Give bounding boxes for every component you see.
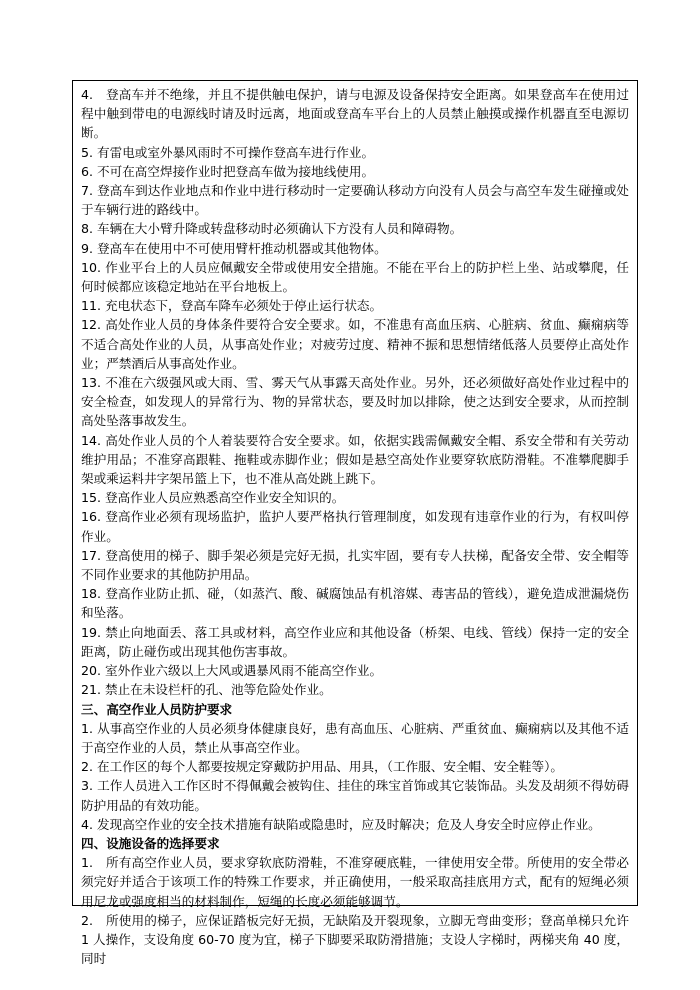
- list-item: 18. 登高作业防止抓、碰，（如蒸汽、酸、碱腐蚀品有机溶媒、毒害品的管线），避免造成泄漏烧伤和坠落。: [81, 586, 629, 621]
- list-item: 8. 车辆在大小臂升降或转盘移动时必须确认下方没有人员和障碍物。: [81, 221, 463, 237]
- document-content: [73, 81, 637, 968]
- list-item: 2. 在工作区的每个人都要按规定穿戴防护用品、用具，（工作服、安全帽、安全鞋等）。: [81, 759, 563, 775]
- list-item: 17. 登高使用的梯子、脚手架必须是完好无损，扎实牢固，要有专人扶梯，配备安全带、安全帽等不同作业要求的其他防护用品。: [81, 547, 629, 583]
- section-heading: 三、高空作业人员防护要求: [81, 701, 233, 717]
- document-frame: [72, 80, 638, 967]
- list-item: 6. 不可在高空焊接作业时把登高车做为接地线使用。: [81, 163, 375, 179]
- list-item: 2. 所使用的梯子，应保证踏板完好无损，无缺陷及开裂现象，立脚无弯曲变形；登高单梯只允许 1 人操作，支设角度 60-70 度为宜，梯子下脚要采取防滑措施；支设人字梯时，两梯夹角 40 度，同时: [81, 912, 629, 967]
- list-item: 15. 登高作业人员应熟悉高空作业安全知识的。: [81, 490, 345, 506]
- list-item: 11. 充电状态下，登高车降车必须处于停止运行状态。: [81, 298, 383, 314]
- list-item: 4. 登高车并不绝缘，并且不提供触电保护，请与电源及设备保持安全距离。如果登高车在使用过程中触到带电的电源线时请及时远离，地面或登高车平台上的人员禁止触摸或操作机器直至电源切断。: [81, 87, 629, 141]
- list-item: 1. 所有高空作业人员，要求穿软底防滑鞋，不准穿硬底鞋，一律使用安全带。所使用的安全带必须完好并适合于该项工作的特殊工作要求，并正确使用，一般采取高挂底用方式，配有的短绳必须用尼龙或强度相当的材料制作，短绳的长度必须能够调节。: [81, 855, 629, 909]
- list-item: 20. 室外作业六级以上大风或遇暴风雨不能高空作业。: [81, 663, 383, 679]
- list-item: 13. 不准在六级强风或大雨、雪、雾天气从事露天高处作业。另外，还必须做好高处作业过程中的安全检查，如发现人的异常行为、物的异常状态，要及时加以排除，使之达到安全要求，从而控制高处坠落事故发生。: [81, 375, 629, 429]
- section-heading: 四、设施设备的选择要求: [81, 835, 220, 851]
- list-item: 3. 工作人员进入工作区时不得佩戴会被钩住、挂住的珠宝首饰或其它装饰品。头发及胡须不得妨碍防护用品的有效功能。: [81, 778, 629, 813]
- list-item: 1. 从事高空作业的人员必须身体健康良好，患有高血压、心脏病、严重贫血、癫痫病以及其他不适于高空作业的人员，禁止从事高空作业。: [81, 720, 629, 755]
- list-item: 10. 作业平台上的人员应佩戴安全带或使用安全措施。不能在平台上的防护栏上坐、站或攀爬，任何时候都应该稳定地站在平台地板上。: [81, 259, 629, 295]
- list-item: 4. 发现高空作业的安全技术措施有缺陷或隐患时，应及时解决；危及人身安全时应停止作业。: [81, 816, 601, 832]
- list-item: 12. 高处作业人员的身体条件要符合安全要求。如，不准患有高血压病、心脏病、贫血、癫痫病等不适合高处作业的人员，从事高处作业；对疲劳过度、精神不振和思想情绪低落人员要停止高处作业；严禁酒后从事高处作业。: [81, 317, 629, 371]
- list-item: 5. 有雷电或室外暴风雨时不可操作登高车进行作业。: [81, 144, 375, 160]
- list-item: 7. 登高车到达作业地点和作业中进行移动时一定要确认移动方向没有人员会与高空车发生碰撞或处于车辆行进的路线中。: [81, 183, 629, 218]
- list-item: 16. 登高作业必须有现场监护，监护人要严格执行管理制度，如发现有违章作业的行为，有权叫停作业。: [81, 509, 629, 544]
- list-item: 19. 禁止向地面丢、落工具或材料，高空作业应和其他设备（桥架、电线、管线）保持一定的安全距离，防止碰伤或出现其他伤害事故。: [81, 624, 629, 659]
- list-item: 14. 高处作业人员的个人着装要符合安全要求。如，依据实践需佩戴安全帽、系安全带和有关劳动维护用品；不准穿高跟鞋、拖鞋或赤脚作业；假如是悬空高处作业要穿软底防滑鞋。不准攀爬脚手架或乘运料井字架吊篮上下，也不准从高处跳上跳下。: [81, 432, 629, 487]
- list-item: 9. 登高车在使用中不可使用臂杆推动机器或其他物体。: [81, 240, 387, 256]
- list-item: 21. 禁止在未设栏杆的孔、池等危险处作业。: [81, 682, 332, 698]
